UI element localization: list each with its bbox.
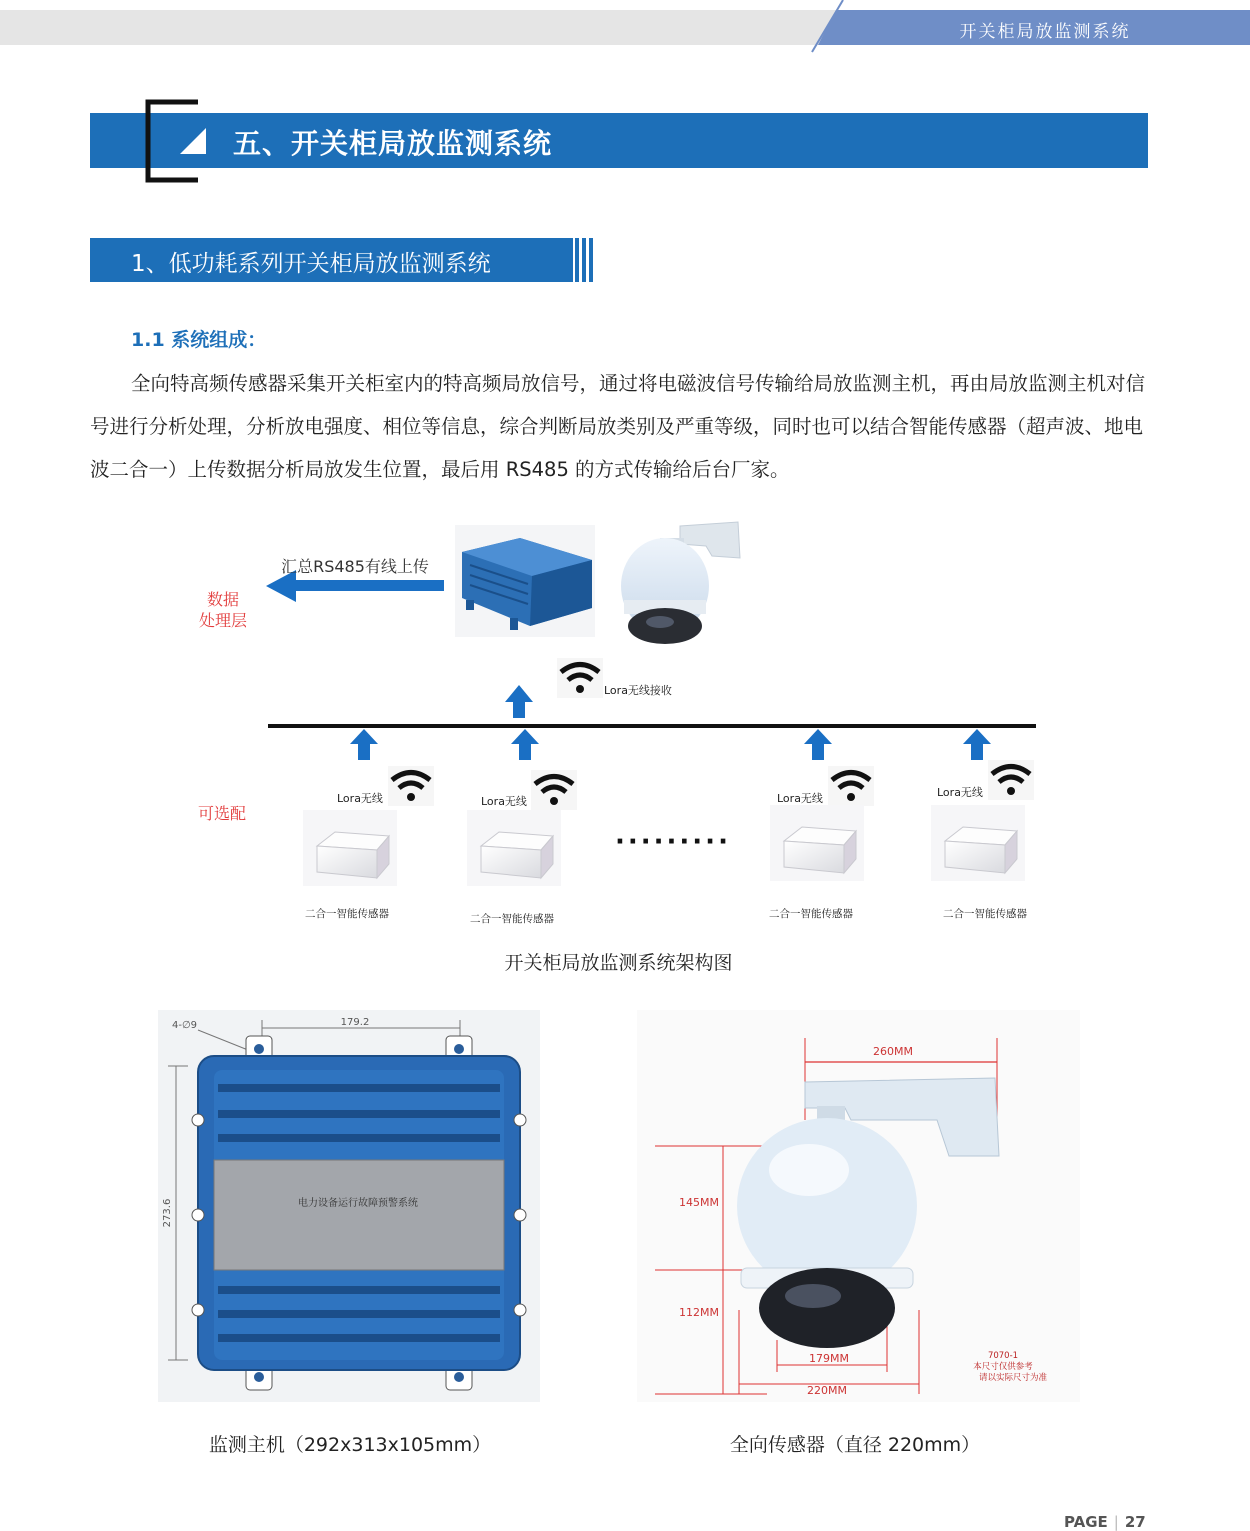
sensor-dimension-drawing	[637, 1010, 1080, 1402]
lora-label: Lora无线	[337, 792, 383, 805]
sensor-label: 二合一智能传感器	[769, 908, 853, 920]
page-label: PAGE	[1064, 1513, 1108, 1531]
upload-label: 汇总RS485有线上传	[281, 557, 429, 576]
dim-diameter: 220MM	[807, 1384, 847, 1397]
page-footer: PAGE | 27	[1064, 1513, 1146, 1531]
sensor-node-2	[467, 770, 577, 925]
subsection-stripes	[575, 238, 595, 282]
wifi-icon	[557, 658, 603, 698]
dim-lower: 112MM	[679, 1306, 719, 1319]
dim-upper: 145MM	[679, 1196, 719, 1209]
sensor-node-3	[769, 766, 874, 920]
sensor-model: 7070-1	[987, 1351, 1019, 1361]
lora-receive-label: Lora无线接收	[604, 684, 672, 697]
dim-inner: 179MM	[809, 1352, 849, 1365]
sensor-box-icon	[303, 810, 397, 886]
up-arrow-icon	[505, 685, 533, 718]
content-paragraph: 全向特高频传感器采集开关柜室内的特高频局放信号，通过将电磁波信号传输给局放监测主机，再由局放监测主机对信号进行分析处理，分析放电强度、相位等信息，综合判断局放类别及严重等级，同时也可以结合智能传感器（超声波、地电波二合一）上传数据分析局放发生位置，最后用 RS485 的方式传输给后台厂家。	[90, 372, 1146, 481]
wifi-icon	[828, 766, 874, 806]
diagram-caption: 开关柜局放监测系统架构图	[504, 952, 733, 974]
sensor-node-4	[931, 760, 1034, 920]
optional-label: 可选配	[197, 804, 247, 823]
dim-bracket: 260MM	[873, 1045, 913, 1058]
wifi-icon	[388, 766, 434, 806]
subsection-title: 1、低功耗系列开关柜局放监测系统	[131, 251, 491, 277]
up-arrow-icon	[963, 729, 991, 760]
header-title: 开关柜局放监测系统	[959, 22, 1131, 42]
layer-label-1: 数据	[206, 590, 240, 609]
dome-sensor-icon	[615, 518, 750, 648]
sensor-note-2: 请以实际尺寸为准	[978, 1373, 1048, 1383]
lora-label: Lora无线	[481, 795, 527, 808]
host-caption: 监测主机（292x313x105mm）	[208, 1434, 492, 1456]
node-ellipsis: ·········	[615, 827, 731, 857]
lora-label: Lora无线	[777, 792, 823, 805]
sensor-label: 二合一智能传感器	[305, 908, 389, 920]
sensor-caption: 全向传感器（直径 220mm）	[729, 1434, 981, 1456]
wifi-icon	[531, 770, 577, 810]
host-dim-height: 273.6	[162, 1198, 173, 1228]
sensor-box-icon	[931, 805, 1025, 881]
host-unit-drawing	[158, 1010, 540, 1402]
sensor-label: 二合一智能传感器	[943, 908, 1027, 920]
lora-label: Lora无线	[937, 786, 983, 799]
up-arrow-icon	[511, 729, 539, 760]
bus-line	[268, 724, 1036, 728]
section-bracket-icon	[140, 98, 210, 184]
sensor-box-icon	[770, 805, 864, 881]
up-arrow-icon	[350, 729, 378, 760]
architecture-diagram	[0, 500, 1250, 940]
layer-label-2: 处理层	[198, 611, 248, 630]
page-number: 27	[1124, 1513, 1146, 1531]
up-arrow-icon	[804, 729, 832, 760]
host-unit-icon	[455, 525, 595, 637]
sensor-note-1: 本尺寸仅供参考	[973, 1362, 1033, 1372]
section-title: 五、开关柜局放监测系统	[233, 127, 553, 160]
sensor-node-1	[303, 766, 434, 920]
content-heading: 1.1 系统组成：	[131, 329, 267, 351]
host-dim-corner: 4-∅9	[172, 1020, 198, 1031]
host-dim-width: 179.2	[340, 1017, 370, 1028]
sensor-label: 二合一智能传感器	[470, 913, 554, 925]
host-panel-text: 电力设备运行故障预警系统	[298, 1198, 418, 1209]
wifi-icon	[988, 760, 1034, 800]
sensor-box-icon	[467, 810, 561, 886]
